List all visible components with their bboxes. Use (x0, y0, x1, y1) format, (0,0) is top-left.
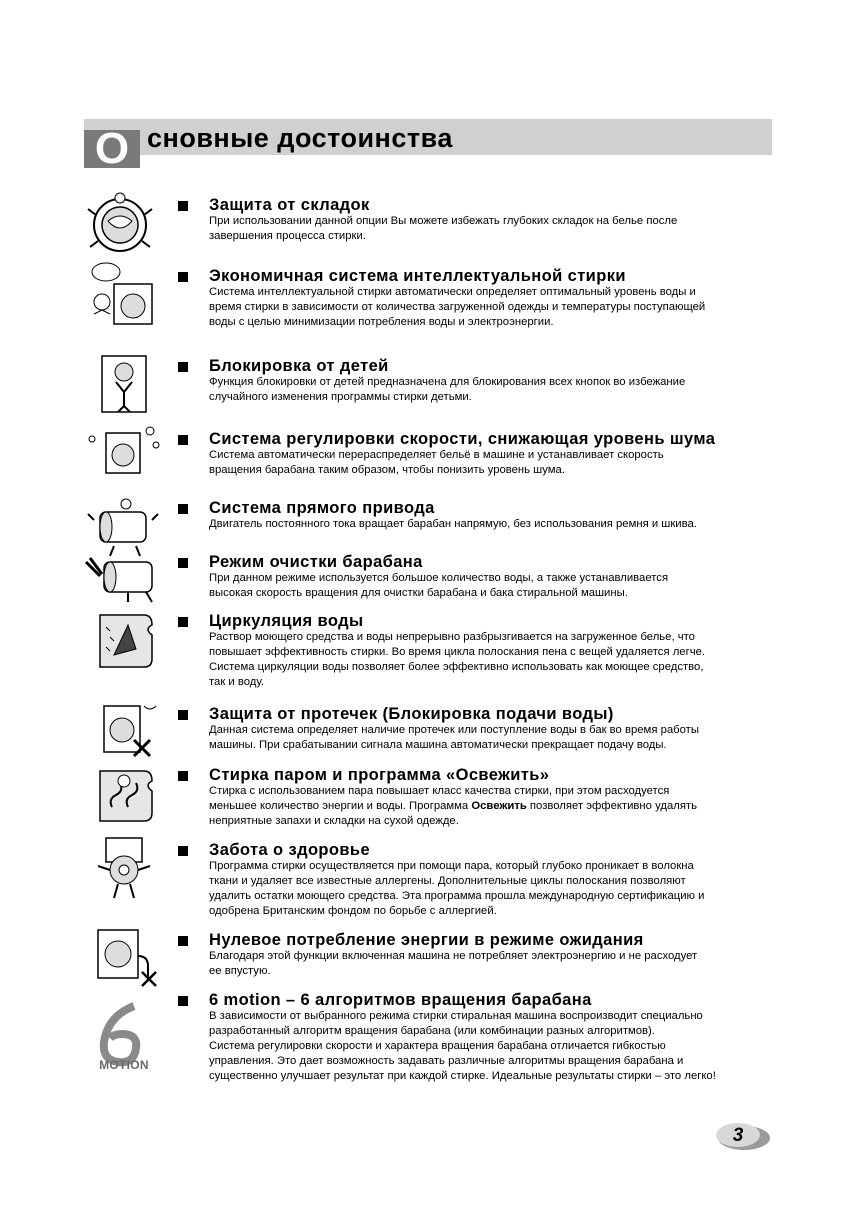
bullet (178, 435, 188, 445)
feature-description: Программа стирки осуществляется при помощи пара, который глубоко проникает в волокна ткани и удаляет все известные аллергены. Дополнительные циклы полоскания позволяют удалить остатки моющего средства. Эта программа прошла международную сертификацию и одобрена Британским фондом по борьбе с аллергией. (209, 860, 705, 917)
feature-title: Система регулировки скорости, снижающая уровень шума (209, 430, 716, 448)
bullet (178, 936, 188, 946)
bullet (178, 201, 188, 211)
feature-title: 6 motion – 6 алгоритмов вращения барабана (209, 991, 592, 1009)
feature-title: Экономичная система интеллектуальной стирки (209, 267, 626, 285)
bullet (178, 504, 188, 514)
feature-title: Защита от протечек (Блокировка подачи воды) (209, 705, 614, 723)
feature-title: Нулевое потребление энергии в режиме ожидания (209, 931, 644, 949)
feature-title: Стирка паром и программа «Освежить» (209, 766, 550, 784)
water-circulation-icon (84, 607, 164, 671)
page-title: сновные достоинства (147, 123, 453, 153)
bullet (178, 710, 188, 720)
health-care-icon (84, 836, 164, 900)
feature-description: При данном режиме используется большое количество воды, а также устанавливается высокая скорость вращения для очистки барабана и бака стиральной машины. (209, 572, 669, 599)
feature-description: Система автоматически перераспределяет бельё в машине и устанавливает скорость вращения барабана таким образом, чтобы понизить уровень шума. (209, 449, 664, 476)
feature-title: Защита от складок (209, 196, 370, 214)
child-lock-icon (84, 352, 164, 416)
page-number: 3 (732, 1125, 744, 1146)
page-number-badge (714, 1121, 770, 1151)
feature-description: При использовании данной опции Вы можете избежать глубоких складок на белье после завершения процесса стирки. (209, 215, 678, 242)
bullet (178, 362, 188, 372)
bullet (178, 996, 188, 1006)
feature-title: Циркуляция воды (209, 612, 364, 630)
6-motion-logo-icon (84, 1000, 164, 1080)
feature-description: Функция блокировки от детей предназначена для блокирования всех кнопок во избежание случайного изменения программы стирки детьми. (209, 376, 686, 403)
bullet (178, 617, 188, 627)
feature-description: Двигатель постоянного тока вращает барабан напрямую, без использования ремня и шкива. (209, 518, 697, 530)
bullet (178, 272, 188, 282)
anti-crease-icon (84, 191, 164, 255)
feature-description: В зависимости от выбранного режима стирки стиральная машина воспроизводит специально разработанный алгоритм вращения барабана (или комбинации разных алгоритмов). Система регулировки скорости и характера вращения барабана отличается гибкостью управления. Это дает возможность задавать различные алгоритмы вращения барабана и существенно улучшает результат при каждой стирке. Идеальные результаты стирки – это легко! (209, 1010, 716, 1082)
smart-wash-icon (84, 262, 164, 326)
motion-logo-word: MOTION (99, 1058, 149, 1072)
bullet (178, 558, 188, 568)
feature-title: Система прямого привода (209, 499, 435, 517)
noise-control-icon (84, 425, 164, 489)
feature-description: Благодаря этой функции включенная машина не потребляет электроэнергию и не расходует ее впустую. (209, 950, 698, 977)
feature-title: Забота о здоровье (209, 841, 371, 859)
header-initial-letter: О (84, 130, 140, 168)
steam-refresh-icon (84, 761, 164, 825)
feature-title: Блокировка от детей (209, 357, 389, 375)
feature-description: Система интеллектуальной стирки автоматически определяет оптимальный уровень воды и время стирки в зависимости от количества загруженной одежды и температуры поступающей воды с целью минимизации потребления воды и электроэнергии. (209, 286, 706, 328)
feature-description: Стирка с использованием пара повышает класс качества стирки, при этом расходуется меньшее количество энергии и воды. Программа Освежить позволяет эффективно удалять неприятные запахи и складки на сухой одежде. (209, 785, 697, 827)
feature-description: Данная система определяет наличие протечек или поступление воды в бак во время работы машины. При срабатывании сигнала машина автоматически прекращает подачу воды. (209, 724, 699, 751)
leak-protection-icon (84, 700, 164, 764)
bullet (178, 846, 188, 856)
zero-standby-icon (84, 926, 164, 990)
feature-title: Режим очистки барабана (209, 553, 423, 571)
tub-clean-icon (84, 548, 164, 612)
bullet (178, 771, 188, 781)
feature-description: Раствор моющего средства и воды непрерывно разбрызгивается на загруженное белье, что повышает эффективность стирки. Во время цикла полоскания пена с вещей удаляется легче. Система циркуляции воды позволяет более эффективно использовать как моющее средство, так и воду. (209, 631, 706, 688)
